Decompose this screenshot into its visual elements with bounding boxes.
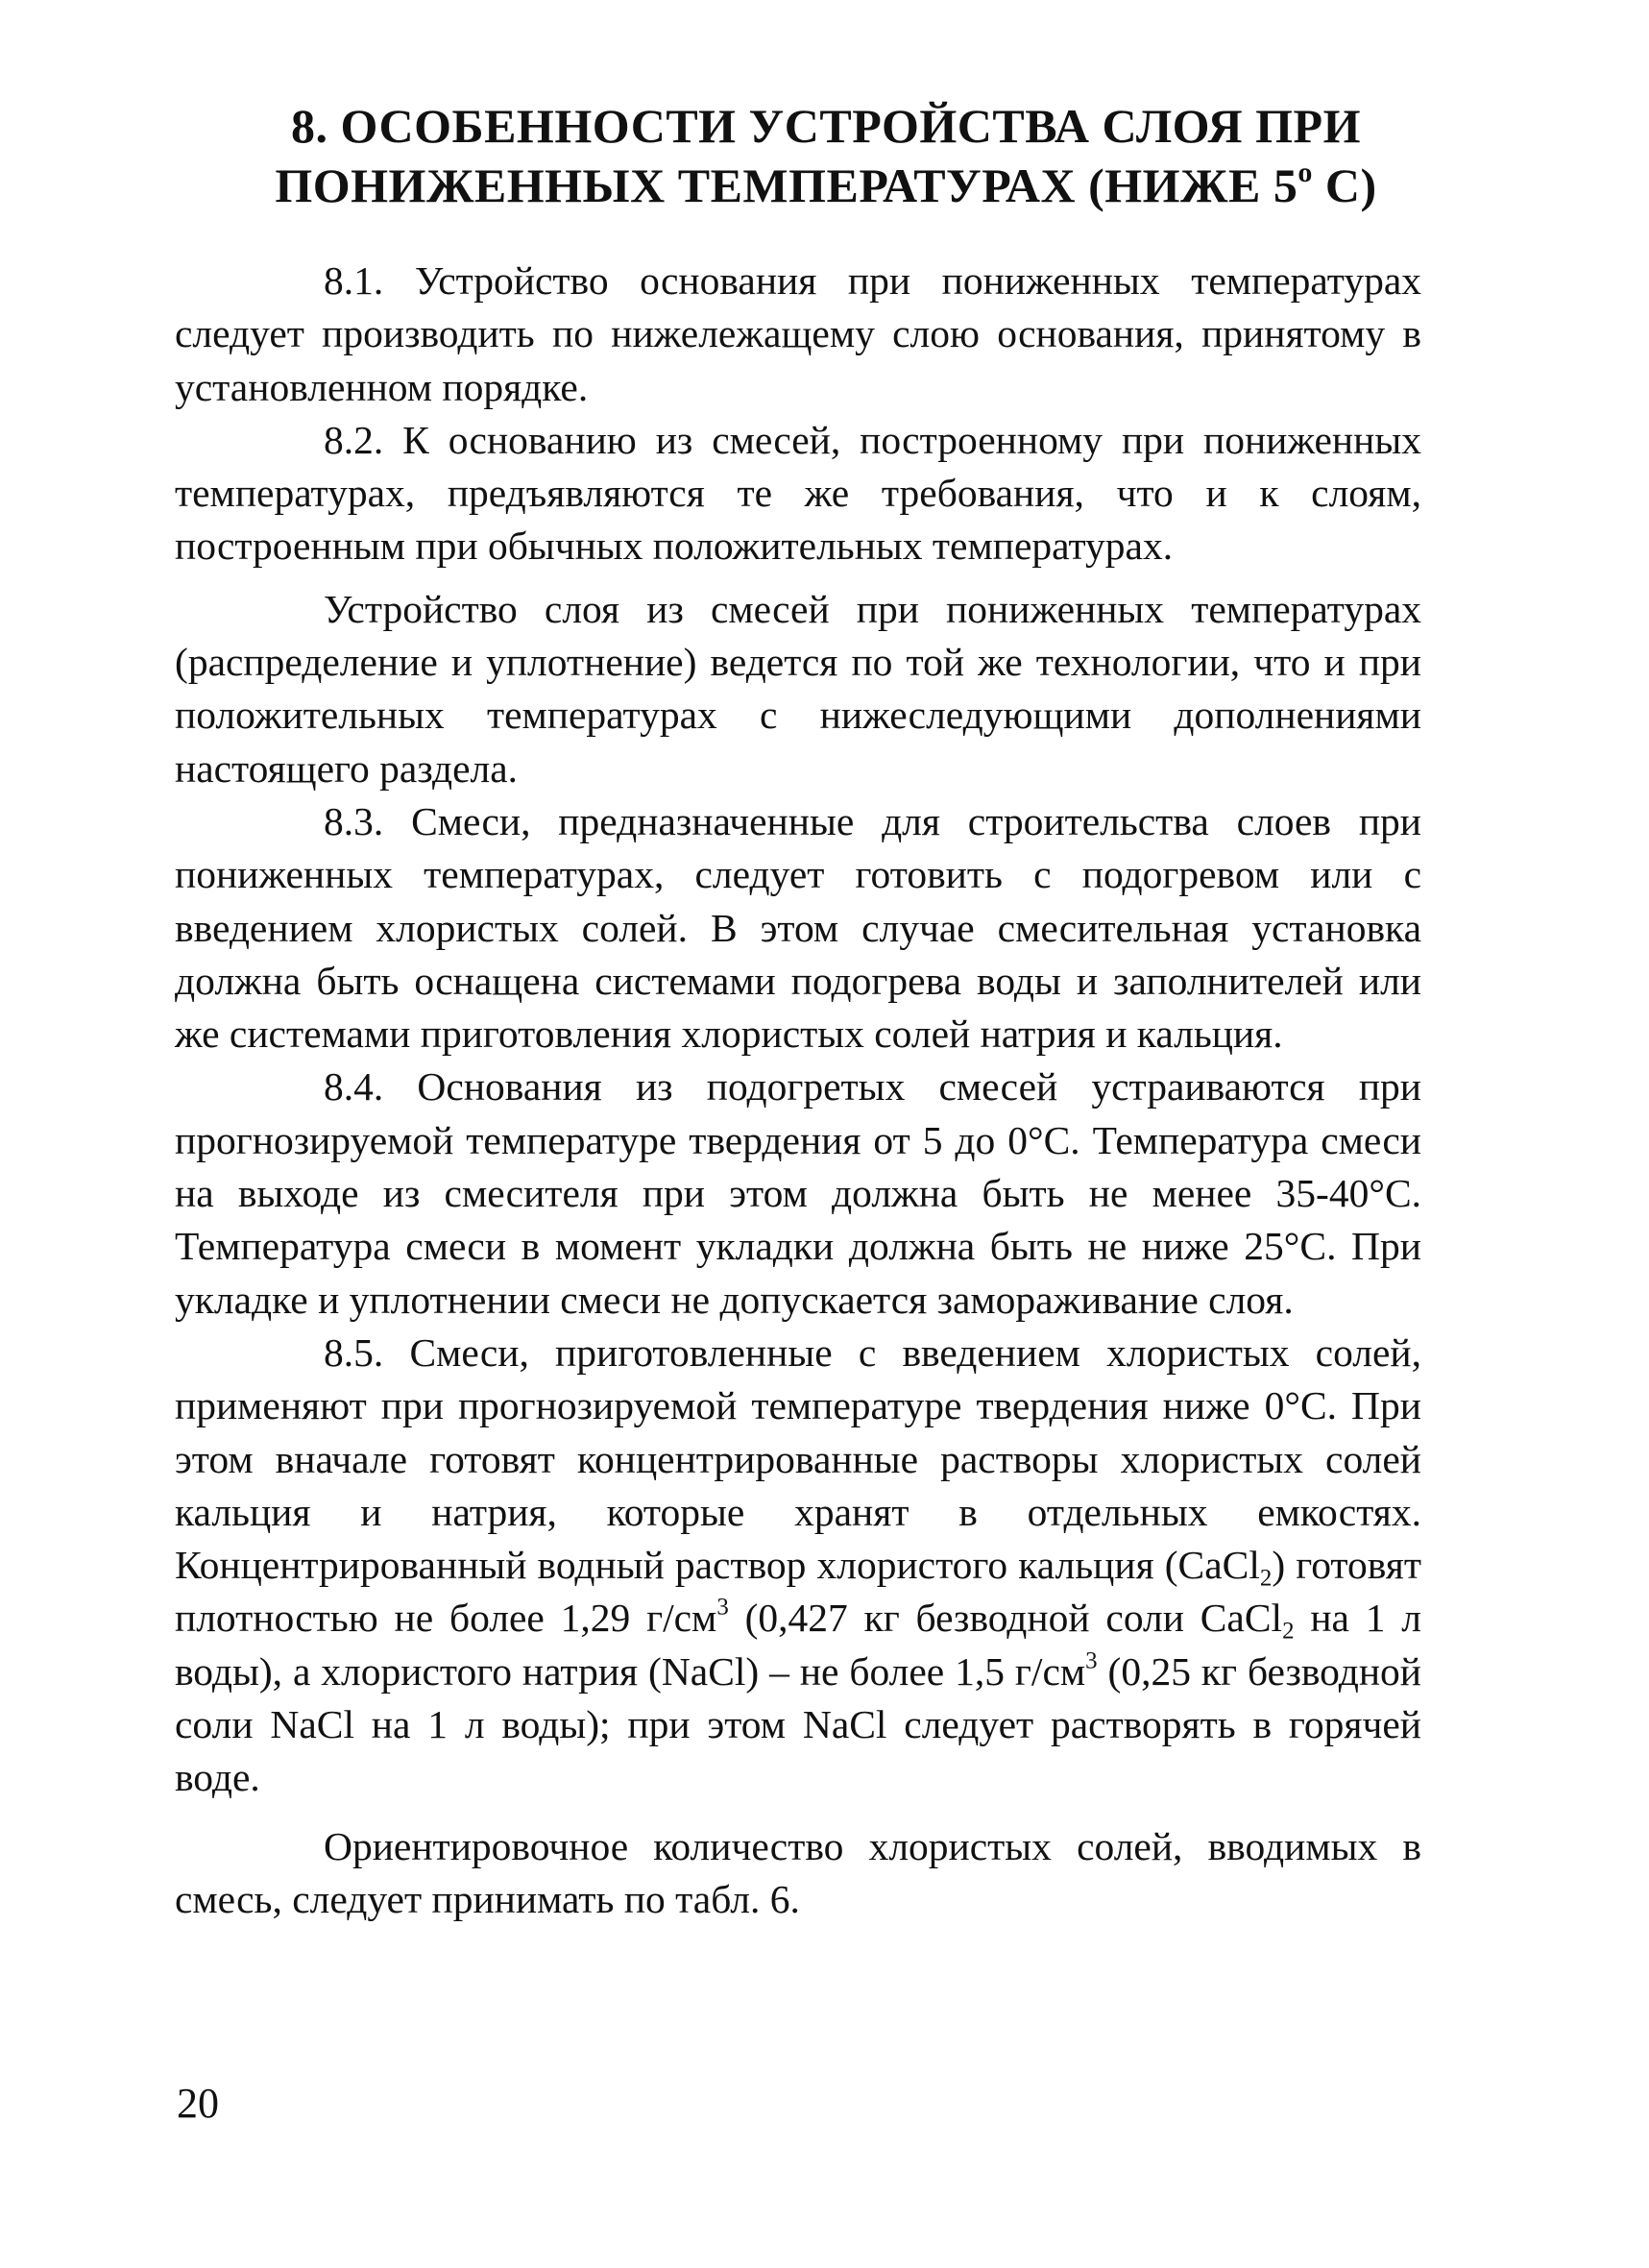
paragraph-8-2: 8.2. К основанию из смесей, построенному при пониженных температурах, предъявляются те же требования, что и к слоям, построенным при обычных положительных температурах.	[175, 417, 1421, 569]
paragraph-final: Ориентировочное количество хлористых солей, вводимых в смесь, следует принимать по табл. 6.	[175, 1823, 1421, 1921]
subscript-2b: 2	[1282, 1618, 1295, 1645]
section-heading	[173, 96, 1479, 215]
paragraph-8-1: 8.1. Устройство основания при пониженных температурах следует производить по нижележащему слою основания, принятому в установленном порядке.	[175, 258, 1421, 409]
p8-5-text-4: на 1 л воды), а хлористого натрия (NaCl) – не более 1,5 г/см	[175, 1596, 1422, 1694]
paragraph-8-3: 8.3. Смеси, предназначенные для строительства слоев при пониженных температурах, следует готовить с подогревом или с введением хлористых солей. В этом случае смесительная установка должна быть оснащена системами подогрева воды и заполнителей или же системами приготовления хлористых солей натрия и кальция.	[175, 798, 1421, 1057]
paragraph-8-2-continued: Устройство слоя из смесей при пониженных температурах (распределение и уплотнение) ведется по той же технологии, что и при положительных температурах с нижеследующими дополнениями настоящего раздела.	[175, 586, 1421, 791]
superscript-3b: 3	[1085, 1647, 1098, 1674]
p8-5-text-5: (0,25 кг безводной соли NaCl на 1 л воды); при этом NaCl следует растворять в горячей воде.	[175, 1648, 1421, 1800]
body-text	[175, 255, 1421, 1926]
degree-mark: о	[1297, 157, 1313, 188]
subscript-2: 2	[1259, 1565, 1273, 1592]
heading-line-2-end: С)	[1312, 159, 1377, 212]
paragraph-8-5	[175, 1327, 1421, 1805]
p8-5-text-2: ) готовят плотностью не более 1,29 г/см	[175, 1543, 1422, 1641]
paragraph-8-4: 8.4. Основания из подогретых смесей устраиваются при прогнозируемой температуре твердения от 5 до 0°С. Температура смеси на выходе из смесителя при этом должна быть не менее 35-40°С. Температура смеси в момент укладки должна быть не ниже 25°С. При укладке и уплотнении смеси не допускается замораживание слоя.	[175, 1064, 1421, 1322]
heading-line-1: 8. ОСОБЕННОСТИ УСТРОЙСТВА СЛОЯ ПРИ	[291, 99, 1361, 153]
page-number: 20	[177, 2080, 219, 2127]
heading-line-2-text: ПОНИЖЕННЫХ ТЕМПЕРАТУРАХ (НИЖЕ 5	[275, 159, 1298, 212]
p8-5-text-3: (0,427 кг безводной соли CaCl	[728, 1596, 1283, 1641]
heading-line-2	[173, 156, 1479, 215]
superscript-3: 3	[716, 1595, 729, 1621]
p8-5-text-1: 8.5. Смеси, приготовленные с введением хлористых солей, применяют при прогнозируемой температуре твердения ниже 0°С. При этом вначале готовят концентрированные растворы хлористых солей кальция и натрия, которые хранят в отдельных емкостях. Концентрированный водный раствор хлористого кальция (CaCl	[175, 1329, 1421, 1588]
